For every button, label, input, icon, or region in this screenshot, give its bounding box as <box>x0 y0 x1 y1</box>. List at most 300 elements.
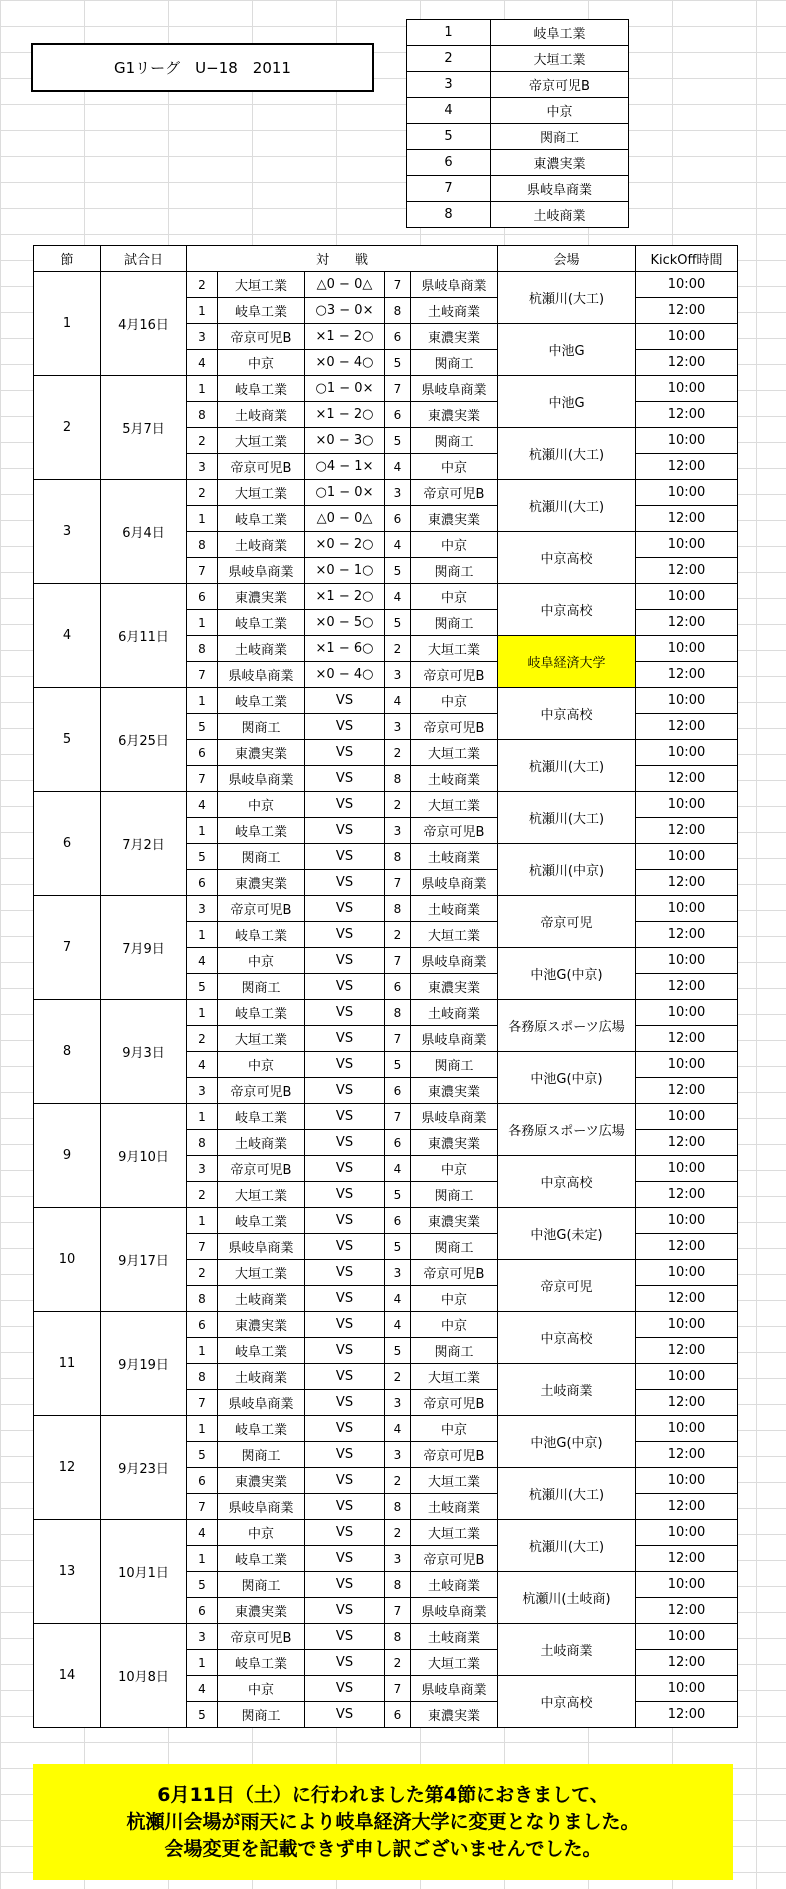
away-number: 5 <box>385 610 411 636</box>
match-result: VS <box>305 1052 385 1078</box>
match-result: ×1 − 6○ <box>305 636 385 662</box>
home-number: 1 <box>187 610 218 636</box>
match-date: 6月11日 <box>101 584 187 688</box>
home-number: 1 <box>187 506 218 532</box>
match-result: VS <box>305 1312 385 1338</box>
venue: 杭瀬川(大工) <box>498 1468 636 1520</box>
away-number: 3 <box>385 1390 411 1416</box>
round-number: 12 <box>34 1416 101 1520</box>
away-number: 2 <box>385 636 411 662</box>
home-number: 8 <box>187 1364 218 1390</box>
match-result: ×0 − 2○ <box>305 532 385 558</box>
match-row <box>34 896 738 922</box>
home-number: 2 <box>187 1182 218 1208</box>
kickoff-time: 12:00 <box>636 714 738 740</box>
venue: 中京高校 <box>498 584 636 636</box>
home-team: 岐阜工業 <box>218 688 305 714</box>
away-number: 8 <box>385 896 411 922</box>
team-row <box>407 72 629 98</box>
match-result: VS <box>305 1234 385 1260</box>
away-number: 4 <box>385 454 411 480</box>
venue: 中池G(中京) <box>498 1052 636 1104</box>
away-team: 中京 <box>411 1286 498 1312</box>
kickoff-time: 12:00 <box>636 662 738 688</box>
home-team: 中京 <box>218 1052 305 1078</box>
match-row <box>34 1208 738 1234</box>
away-team: 帝京可児B <box>411 1546 498 1572</box>
match-result: VS <box>305 948 385 974</box>
kickoff-time: 12:00 <box>636 1338 738 1364</box>
match-row <box>34 1520 738 1546</box>
kickoff-time: 10:00 <box>636 1364 738 1390</box>
match-result: VS <box>305 1182 385 1208</box>
home-team: 県岐阜商業 <box>218 1494 305 1520</box>
match-result: VS <box>305 1000 385 1026</box>
home-team: 東濃実業 <box>218 1312 305 1338</box>
home-team: 中京 <box>218 350 305 376</box>
notice-line: 会場変更を記載できず申し訳ございませんでした。 <box>164 1837 602 1860</box>
home-number: 8 <box>187 1130 218 1156</box>
home-number: 6 <box>187 740 218 766</box>
kickoff-time: 10:00 <box>636 1520 738 1546</box>
home-team: 岐阜工業 <box>218 376 305 402</box>
home-team: 帝京可児B <box>218 1156 305 1182</box>
match-result: ×1 − 2○ <box>305 584 385 610</box>
home-team: 帝京可児B <box>218 324 305 350</box>
schedule-header-row <box>34 246 738 272</box>
kickoff-time: 10:00 <box>636 1000 738 1026</box>
home-number: 7 <box>187 766 218 792</box>
kickoff-time: 10:00 <box>636 1260 738 1286</box>
team-number: 3 <box>407 72 491 98</box>
team-row <box>407 124 629 150</box>
home-team: 岐阜工業 <box>218 1416 305 1442</box>
away-number: 4 <box>385 1312 411 1338</box>
away-team: 関商工 <box>411 350 498 376</box>
away-number: 6 <box>385 324 411 350</box>
round-number: 1 <box>34 272 101 376</box>
match-date: 9月3日 <box>101 1000 187 1104</box>
kickoff-time: 12:00 <box>636 1390 738 1416</box>
round-number: 14 <box>34 1624 101 1728</box>
home-team: 岐阜工業 <box>218 1208 305 1234</box>
away-team: 県岐阜商業 <box>411 272 498 298</box>
team-number: 4 <box>407 98 491 124</box>
away-team: 東濃実業 <box>411 1130 498 1156</box>
home-team: 中京 <box>218 1676 305 1702</box>
match-row <box>34 1000 738 1026</box>
match-date: 4月16日 <box>101 272 187 376</box>
venue: 杭瀬川(土岐商) <box>498 1572 636 1624</box>
match-row <box>34 272 738 298</box>
match-result: ○1 − 0× <box>305 376 385 402</box>
home-team: 岐阜工業 <box>218 1104 305 1130</box>
home-team: 大垣工業 <box>218 480 305 506</box>
home-number: 6 <box>187 1468 218 1494</box>
kickoff-time: 10:00 <box>636 480 738 506</box>
match-result: VS <box>305 1702 385 1728</box>
away-team: 土岐商業 <box>411 1572 498 1598</box>
away-number: 8 <box>385 844 411 870</box>
home-number: 5 <box>187 1572 218 1598</box>
home-team: 岐阜工業 <box>218 1546 305 1572</box>
kickoff-time: 10:00 <box>636 1676 738 1702</box>
away-number: 2 <box>385 792 411 818</box>
match-result: ×0 − 4○ <box>305 662 385 688</box>
team-list <box>406 19 629 228</box>
away-number: 7 <box>385 870 411 896</box>
kickoff-time: 10:00 <box>636 844 738 870</box>
venue: 土岐商業 <box>498 1624 636 1676</box>
round-number: 5 <box>34 688 101 792</box>
away-number: 5 <box>385 558 411 584</box>
away-number: 6 <box>385 1130 411 1156</box>
kickoff-time: 12:00 <box>636 298 738 324</box>
venue: 杭瀬川(大工) <box>498 272 636 324</box>
home-number: 3 <box>187 896 218 922</box>
away-number: 6 <box>385 1208 411 1234</box>
home-number: 1 <box>187 688 218 714</box>
venue: 中池G(中京) <box>498 1416 636 1468</box>
away-team: 土岐商業 <box>411 298 498 324</box>
home-team: 土岐商業 <box>218 1364 305 1390</box>
kickoff-time: 12:00 <box>636 1078 738 1104</box>
away-team: 土岐商業 <box>411 896 498 922</box>
kickoff-time: 12:00 <box>636 454 738 480</box>
home-team: 県岐阜商業 <box>218 766 305 792</box>
match-row <box>34 584 738 610</box>
away-number: 3 <box>385 480 411 506</box>
kickoff-time: 10:00 <box>636 584 738 610</box>
home-team: 関商工 <box>218 1572 305 1598</box>
away-number: 8 <box>385 298 411 324</box>
home-team: 県岐阜商業 <box>218 1390 305 1416</box>
away-number: 3 <box>385 1546 411 1572</box>
home-team: 関商工 <box>218 714 305 740</box>
kickoff-time: 10:00 <box>636 1416 738 1442</box>
kickoff-time: 12:00 <box>636 1182 738 1208</box>
match-row <box>34 792 738 818</box>
home-number: 1 <box>187 1546 218 1572</box>
home-team: 東濃実業 <box>218 1598 305 1624</box>
away-team: 帝京可児B <box>411 714 498 740</box>
away-team: 東濃実業 <box>411 506 498 532</box>
away-team: 東濃実業 <box>411 974 498 1000</box>
home-team: 大垣工業 <box>218 1182 305 1208</box>
match-row <box>34 688 738 714</box>
match-result: VS <box>305 1676 385 1702</box>
home-number: 8 <box>187 1286 218 1312</box>
kickoff-time: 12:00 <box>636 1130 738 1156</box>
away-number: 2 <box>385 740 411 766</box>
schedule-table <box>33 245 738 1728</box>
team-name: 土岐商業 <box>491 202 629 228</box>
home-team: 中京 <box>218 948 305 974</box>
kickoff-time: 10:00 <box>636 896 738 922</box>
match-date: 6月25日 <box>101 688 187 792</box>
match-row <box>34 1624 738 1650</box>
home-number: 7 <box>187 1234 218 1260</box>
venue: 中池G <box>498 376 636 428</box>
home-team: 岐阜工業 <box>218 922 305 948</box>
kickoff-time: 10:00 <box>636 324 738 350</box>
venue: 中京高校 <box>498 1156 636 1208</box>
notice-line: 杭瀬川会場が雨天により岐阜経済大学に変更となりました。 <box>126 1810 640 1833</box>
round-number: 2 <box>34 376 101 480</box>
team-number: 7 <box>407 176 491 202</box>
away-team: 土岐商業 <box>411 766 498 792</box>
away-team: 土岐商業 <box>411 844 498 870</box>
away-number: 4 <box>385 1286 411 1312</box>
away-team: 東濃実業 <box>411 324 498 350</box>
venue: 帝京可児 <box>498 1260 636 1312</box>
venue-change-notice <box>33 1764 733 1880</box>
away-number: 6 <box>385 506 411 532</box>
kickoff-time: 12:00 <box>636 1598 738 1624</box>
match-result: ×0 − 1○ <box>305 558 385 584</box>
home-number: 1 <box>187 818 218 844</box>
match-row <box>34 480 738 506</box>
team-name: 県岐阜商業 <box>491 176 629 202</box>
kickoff-time: 10:00 <box>636 272 738 298</box>
kickoff-time: 12:00 <box>636 1546 738 1572</box>
away-team: 中京 <box>411 584 498 610</box>
match-result: ×1 − 2○ <box>305 324 385 350</box>
match-result: ×0 − 3○ <box>305 428 385 454</box>
away-team: 中京 <box>411 454 498 480</box>
match-result: VS <box>305 1390 385 1416</box>
home-number: 5 <box>187 844 218 870</box>
match-result: VS <box>305 1650 385 1676</box>
match-result: VS <box>305 1546 385 1572</box>
home-number: 3 <box>187 324 218 350</box>
away-number: 4 <box>385 1416 411 1442</box>
home-number: 2 <box>187 1026 218 1052</box>
home-number: 7 <box>187 1494 218 1520</box>
match-result: VS <box>305 688 385 714</box>
match-date: 7月2日 <box>101 792 187 896</box>
away-number: 3 <box>385 1442 411 1468</box>
match-date: 9月23日 <box>101 1416 187 1520</box>
match-result: ○4 − 1× <box>305 454 385 480</box>
home-team: 東濃実業 <box>218 1468 305 1494</box>
team-row <box>407 176 629 202</box>
venue: 中池G(未定) <box>498 1208 636 1260</box>
home-number: 5 <box>187 1702 218 1728</box>
away-number: 7 <box>385 1676 411 1702</box>
home-number: 5 <box>187 714 218 740</box>
away-team: 県岐阜商業 <box>411 870 498 896</box>
header-kickoff: KickOff時間 <box>636 246 738 272</box>
team-name: 岐阜工業 <box>491 20 629 46</box>
home-number: 4 <box>187 948 218 974</box>
kickoff-time: 12:00 <box>636 350 738 376</box>
kickoff-time: 12:00 <box>636 1234 738 1260</box>
kickoff-time: 12:00 <box>636 1702 738 1728</box>
away-number: 3 <box>385 1260 411 1286</box>
match-result: VS <box>305 1260 385 1286</box>
team-name: 関商工 <box>491 124 629 150</box>
kickoff-time: 10:00 <box>636 376 738 402</box>
team-row <box>407 150 629 176</box>
header-match: 対 戦 <box>187 246 498 272</box>
venue: 杭瀬川(大工) <box>498 428 636 480</box>
team-name: 大垣工業 <box>491 46 629 72</box>
team-name: 帝京可児B <box>491 72 629 98</box>
match-result: VS <box>305 896 385 922</box>
away-team: 中京 <box>411 1416 498 1442</box>
away-team: 大垣工業 <box>411 636 498 662</box>
away-team: 東濃実業 <box>411 1208 498 1234</box>
home-number: 4 <box>187 1520 218 1546</box>
kickoff-time: 10:00 <box>636 532 738 558</box>
kickoff-time: 10:00 <box>636 1624 738 1650</box>
away-number: 7 <box>385 272 411 298</box>
home-number: 5 <box>187 974 218 1000</box>
away-number: 6 <box>385 402 411 428</box>
match-result: VS <box>305 922 385 948</box>
match-result: ○3 − 0× <box>305 298 385 324</box>
home-team: 関商工 <box>218 1702 305 1728</box>
match-date: 9月10日 <box>101 1104 187 1208</box>
match-result: VS <box>305 1416 385 1442</box>
venue: 中京高校 <box>498 1676 636 1728</box>
kickoff-time: 12:00 <box>636 610 738 636</box>
venue: 中池G(中京) <box>498 948 636 1000</box>
home-number: 3 <box>187 1624 218 1650</box>
round-number: 7 <box>34 896 101 1000</box>
home-team: 大垣工業 <box>218 1026 305 1052</box>
away-number: 2 <box>385 1364 411 1390</box>
away-number: 8 <box>385 1494 411 1520</box>
round-number: 8 <box>34 1000 101 1104</box>
away-team: 県岐阜商業 <box>411 1676 498 1702</box>
away-team: 県岐阜商業 <box>411 948 498 974</box>
kickoff-time: 12:00 <box>636 1442 738 1468</box>
venue: 杭瀬川(大工) <box>498 480 636 532</box>
away-team: 関商工 <box>411 1052 498 1078</box>
match-date: 9月19日 <box>101 1312 187 1416</box>
away-number: 4 <box>385 688 411 714</box>
round-number: 10 <box>34 1208 101 1312</box>
venue: 杭瀬川(大工) <box>498 740 636 792</box>
match-result: VS <box>305 766 385 792</box>
venue: 杭瀬川(中京) <box>498 844 636 896</box>
match-result: ×0 − 4○ <box>305 350 385 376</box>
match-result: VS <box>305 1104 385 1130</box>
kickoff-time: 12:00 <box>636 1026 738 1052</box>
home-team: 関商工 <box>218 844 305 870</box>
away-number: 2 <box>385 922 411 948</box>
away-team: 東濃実業 <box>411 1702 498 1728</box>
away-number: 6 <box>385 1702 411 1728</box>
match-result: VS <box>305 1026 385 1052</box>
home-team: 東濃実業 <box>218 740 305 766</box>
home-team: 土岐商業 <box>218 1286 305 1312</box>
match-result: VS <box>305 1468 385 1494</box>
round-number: 13 <box>34 1520 101 1624</box>
kickoff-time: 12:00 <box>636 1286 738 1312</box>
round-number: 6 <box>34 792 101 896</box>
match-result: VS <box>305 1598 385 1624</box>
home-team: 関商工 <box>218 974 305 1000</box>
home-number: 2 <box>187 428 218 454</box>
away-team: 関商工 <box>411 1234 498 1260</box>
match-result: VS <box>305 818 385 844</box>
kickoff-time: 10:00 <box>636 1156 738 1182</box>
home-number: 1 <box>187 376 218 402</box>
away-team: 大垣工業 <box>411 1650 498 1676</box>
home-number: 3 <box>187 1078 218 1104</box>
home-team: 大垣工業 <box>218 272 305 298</box>
away-number: 2 <box>385 1650 411 1676</box>
away-team: 大垣工業 <box>411 792 498 818</box>
match-result: VS <box>305 1078 385 1104</box>
home-team: 土岐商業 <box>218 532 305 558</box>
team-name: 中京 <box>491 98 629 124</box>
kickoff-time: 12:00 <box>636 1494 738 1520</box>
match-row <box>34 1416 738 1442</box>
away-number: 7 <box>385 948 411 974</box>
home-number: 2 <box>187 480 218 506</box>
home-number: 1 <box>187 298 218 324</box>
home-team: 県岐阜商業 <box>218 1234 305 1260</box>
round-number: 9 <box>34 1104 101 1208</box>
home-number: 2 <box>187 1260 218 1286</box>
home-team: 東濃実業 <box>218 870 305 896</box>
home-team: 関商工 <box>218 1442 305 1468</box>
home-team: 土岐商業 <box>218 636 305 662</box>
away-number: 5 <box>385 1338 411 1364</box>
round-number: 11 <box>34 1312 101 1416</box>
notice-line: 6月11日（土）に行われました第4節におきまして、 <box>157 1783 609 1806</box>
home-team: 土岐商業 <box>218 402 305 428</box>
away-number: 3 <box>385 662 411 688</box>
away-number: 7 <box>385 1026 411 1052</box>
home-number: 6 <box>187 870 218 896</box>
kickoff-time: 12:00 <box>636 818 738 844</box>
away-team: 県岐阜商業 <box>411 1026 498 1052</box>
match-result: VS <box>305 1156 385 1182</box>
kickoff-time: 12:00 <box>636 402 738 428</box>
kickoff-time: 10:00 <box>636 428 738 454</box>
home-number: 4 <box>187 350 218 376</box>
home-team: 帝京可児B <box>218 1624 305 1650</box>
match-result: VS <box>305 1208 385 1234</box>
home-number: 4 <box>187 1676 218 1702</box>
home-number: 3 <box>187 1156 218 1182</box>
home-team: 岐阜工業 <box>218 506 305 532</box>
kickoff-time: 12:00 <box>636 766 738 792</box>
kickoff-time: 10:00 <box>636 636 738 662</box>
home-number: 4 <box>187 1052 218 1078</box>
home-number: 1 <box>187 922 218 948</box>
away-team: 大垣工業 <box>411 740 498 766</box>
match-result: VS <box>305 1520 385 1546</box>
away-team: 関商工 <box>411 558 498 584</box>
team-number: 8 <box>407 202 491 228</box>
home-number: 8 <box>187 532 218 558</box>
away-number: 4 <box>385 532 411 558</box>
home-team: 帝京可児B <box>218 1078 305 1104</box>
away-number: 2 <box>385 1468 411 1494</box>
header-date: 試合日 <box>101 246 187 272</box>
home-team: 東濃実業 <box>218 584 305 610</box>
round-number: 4 <box>34 584 101 688</box>
away-team: 帝京可児B <box>411 662 498 688</box>
venue: 杭瀬川(大工) <box>498 1520 636 1572</box>
away-number: 8 <box>385 766 411 792</box>
